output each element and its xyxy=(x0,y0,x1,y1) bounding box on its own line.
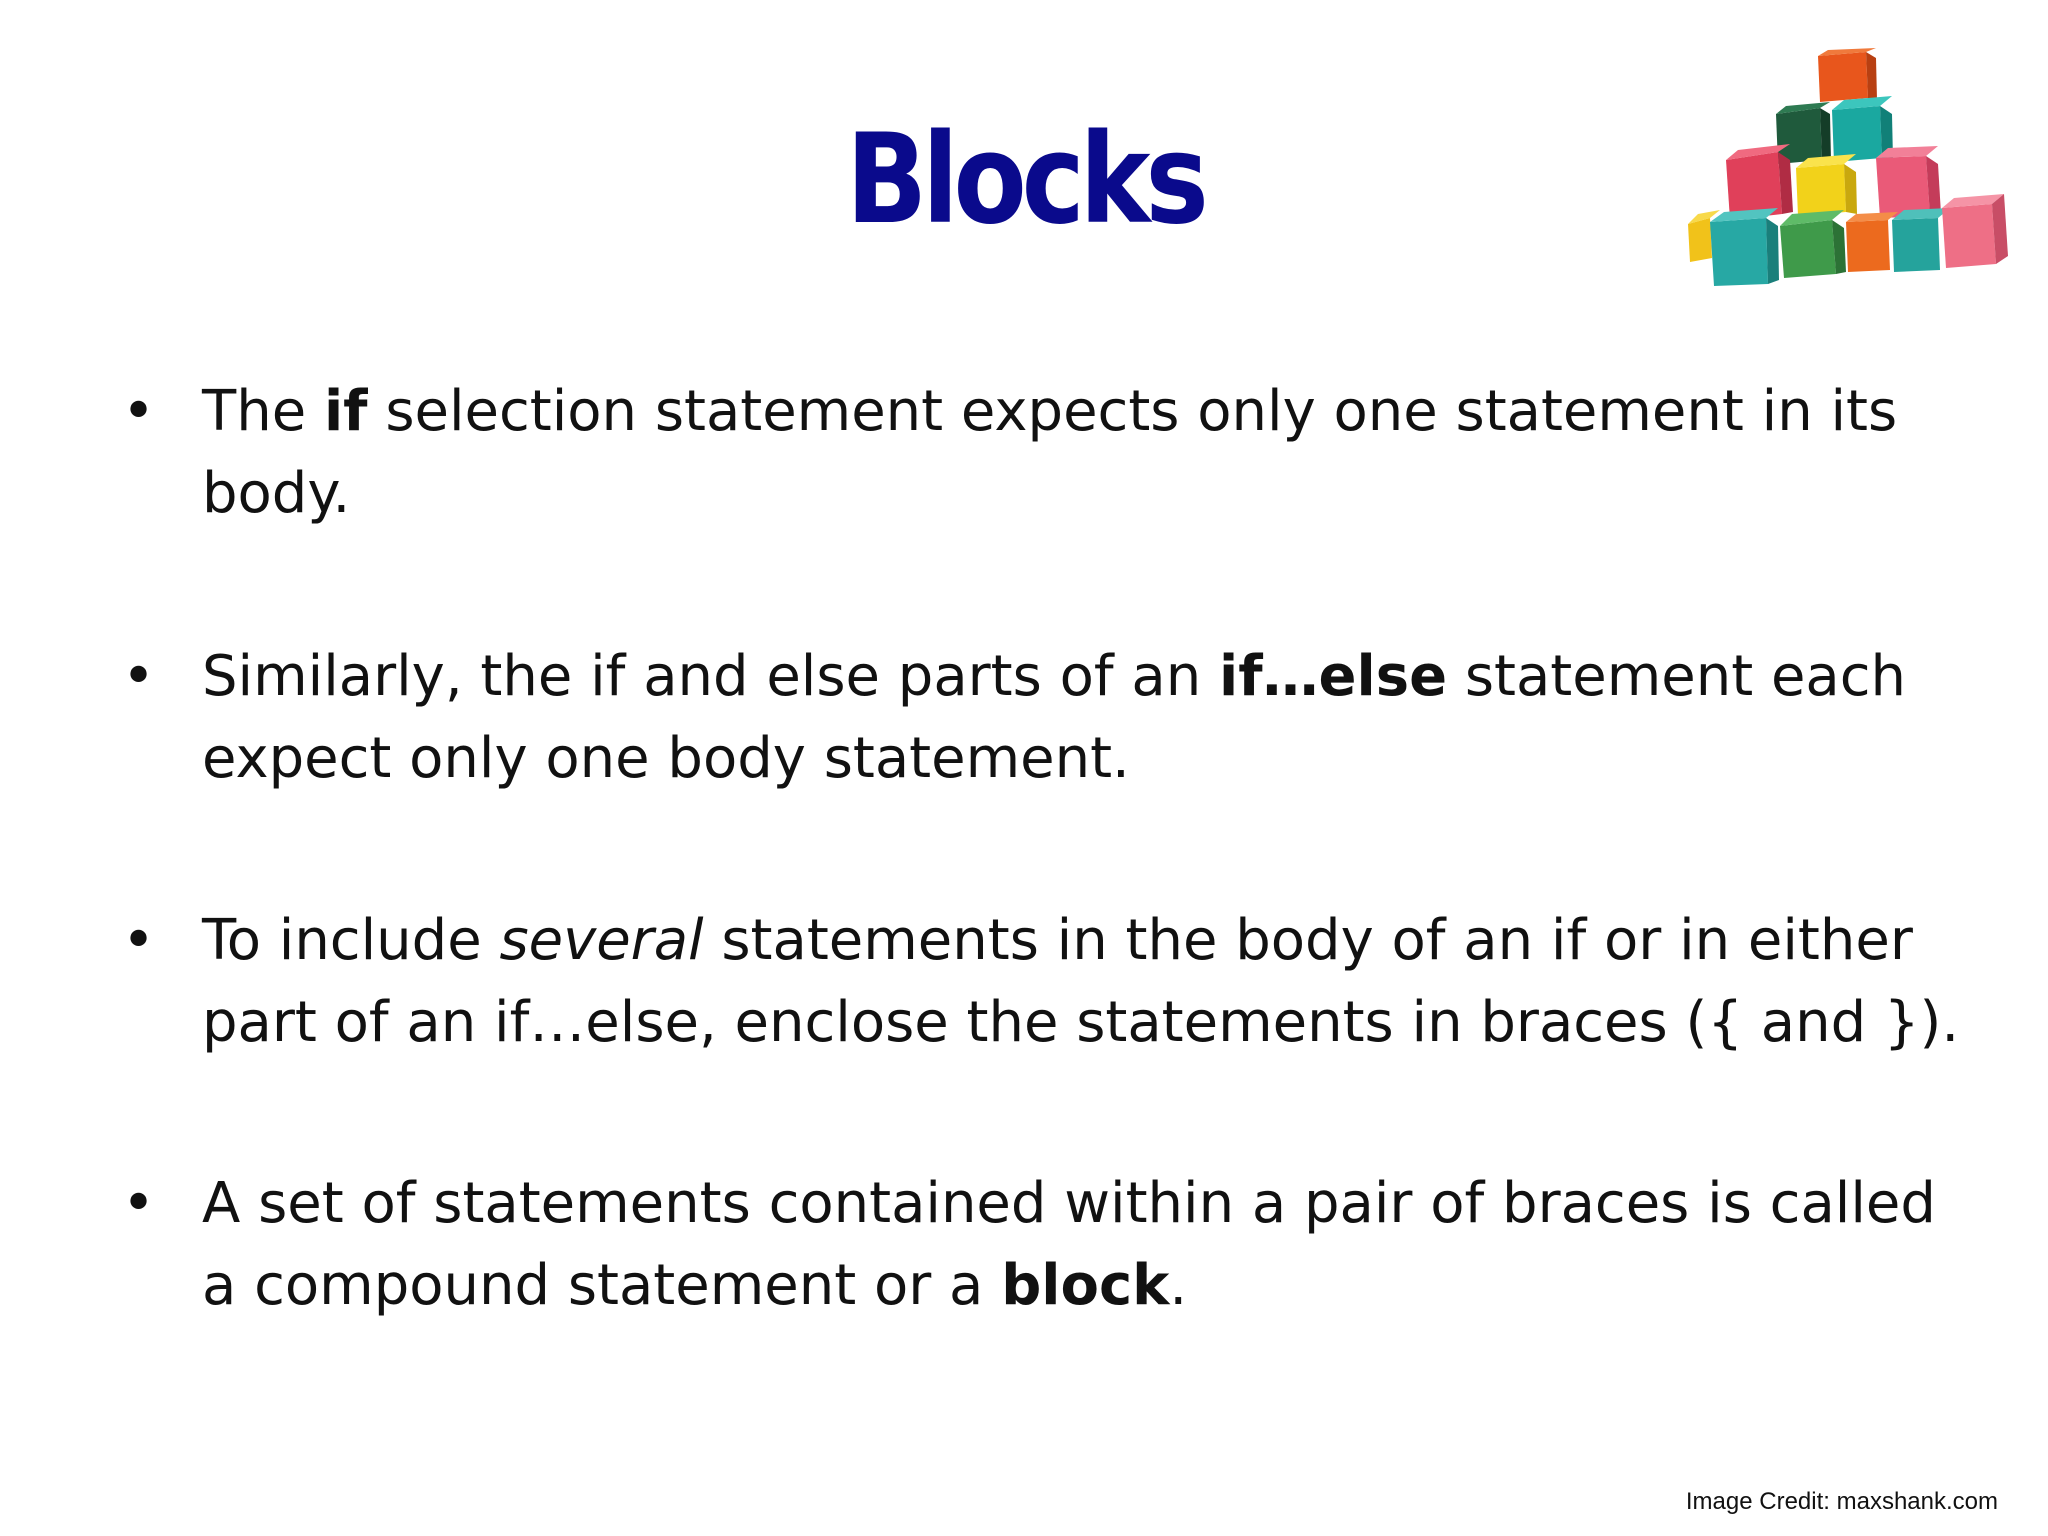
block-yellow xyxy=(1796,154,1857,216)
bullet-marker-1: • xyxy=(122,379,156,444)
block-darkgreen xyxy=(1776,102,1831,164)
block-pink-right xyxy=(1876,146,1941,218)
block-orange-bottom xyxy=(1846,212,1898,272)
block-pink-left xyxy=(1726,144,1793,220)
bullet-text-4: A set of statements contained within a pair of braces is called a compound statement or a block. xyxy=(202,1171,1936,1318)
bullet-text-3: To include several statements in the body of an if or in either part of an if…else, enclose the statements in braces ({ and }). xyxy=(202,908,1960,1055)
block-teal-right xyxy=(1892,208,1950,272)
block-teal-bottom xyxy=(1710,208,1779,286)
bullet-marker-4: • xyxy=(122,1171,156,1236)
block-pink-far-right xyxy=(1942,194,2008,268)
image-credit: Image Credit: maxshank.com xyxy=(1685,1488,1998,1515)
bullet-text-2: Similarly, the if and else parts of an if…else statement each expect only one body statement. xyxy=(202,644,1907,791)
block-orange-top xyxy=(1818,48,1877,102)
slide-title: Blocks xyxy=(845,108,1204,252)
block-green-bottom xyxy=(1780,210,1846,278)
bullet-marker-2: • xyxy=(122,644,156,709)
bullet-text-1: The if selection statement expects only one statement in its body. xyxy=(202,379,1898,526)
toy-blocks-image xyxy=(1680,48,2010,298)
bullet-marker-3: • xyxy=(122,908,156,973)
